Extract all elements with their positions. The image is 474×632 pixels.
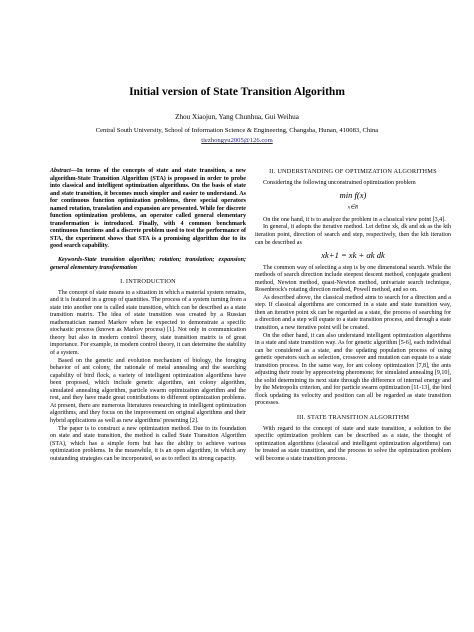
- paper-email: [0, 137, 474, 144]
- equation-min-sub: x∈R: [347, 204, 359, 211]
- section2-paragraph-5: As described above, the classical method aims to search for a direction and a step. If classical algorithms are concerned in a state and state transition way, then an iterative point xk can be regarded as a state, the process of searching for a direction and a step will equate to a state transition process, and through a state transition, a new iterative point will be created.: [255, 294, 451, 331]
- section2-paragraph-6: On the other hand, it can also understand intelligent optimization algorithms in a state and state transition way. As for genetic algorithm [5-6], each individual can be considered as a state, and the updating population process of using genetic operators such as selection, crossover and mutation can equate to a state transition process. In the same way, for ant colony optimization [7,8], the ants adjusting their route by appreceiving pheromone; for simulated annealing [9,10], the solid determining its next state through the difference of internal energy and by the Metropolis criterion, and for particle swarm optimization [11-13], the bird flock updating its velocity and position can all be regarded as state transition processes.: [255, 332, 451, 407]
- section3-paragraph-1: With regard to the concept of state and state transition, a solution to the specific optimization problem can be described as a state, the thought of optimization algorithms (classical and intelligent optimization algorithms) can be treated as state transition, and the process to solve the optimization problem will become a state transition process.: [255, 425, 451, 462]
- keywords-label: Keywords-: [58, 257, 85, 264]
- abstract-label: Abstract—: [50, 168, 77, 174]
- abstract: [50, 168, 246, 251]
- right-column: [255, 168, 451, 463]
- equation-min: [255, 192, 451, 212]
- paper-affiliation: Central South University, School of Information Science & Engineering, Changsha, Hunan, 410083, China: [95, 127, 379, 134]
- left-column: [50, 168, 246, 463]
- keywords: [50, 257, 246, 272]
- abstract-text: In terms of the concepts of state and state transition, a new algorithm-State Transition Algorithm (STA) is proposed in order to probe into classical and intelligent optimization algorithms. On the basis of state and state transition, it becomes much simpler and easier to understand. As for continuous function optimization problems, three special operators named rotation, translation and expansion are presented. While for discrete function optimization problems, an operator called general elementary transformation is introduced. Finally, with 4 common benchmark continuous functions and a discrete problem used to test the performance of STA, the experiment shows that STA is a promising algorithm due to its good search capability.: [50, 168, 246, 250]
- section-heading-sta: III. STATE TRANSITION ALGORITHM: [296, 414, 410, 421]
- intro-paragraph-2: Based on the genetic and evolution mechanism of biology, the foraging behavior of ant colony, the rationale of metal annealing and the searching capability of bird flock, a variety of intelligent optimization algorithms have been proposed, which include genetic algorithm, ant colony algorithm, simulated annealing algorithm, particle swarm optimization algorithm and the rest, and they have made great contributions to different optimization problems. At present, there are numerous literatures researching in intelligent optimization algorithms, and they focus on the improvement on original algorithms and their hybrid applications as well as new algorithms' presenting [2].: [50, 357, 246, 424]
- section2-paragraph-1: Considering the following unconstrained optimization problem: [263, 179, 416, 186]
- paper-authors: Zhou Xiaojun, Yang Chunhua, Gui Weihua: [175, 113, 299, 121]
- section2-paragraph-3: In general, it adopts the iterative method. Let define xk, dk and αk as the kth iteration point, direction of search and step, respectively, then the kth iteration can be described as: [255, 224, 451, 246]
- intro-paragraph-3: The paper is to construct a new optimization method. Due to its foundation on state and state transition, the method is called State Transition Algorithm (STA), which has a simple form but has the ability to achieve various optimization problems. In the meanwhile, it is an open algorithm, in which any outstanding strategies can be incorporated, so as to reflect its strong capacity.: [50, 425, 246, 462]
- section2-paragraph-2: On the one hand, it is to analyze the problem in a classical view point [3,4].: [263, 216, 446, 223]
- section2-paragraph-4: The common way of selecting a step is by one dimensional search. While the methods of search direction include steepest descent method, conjugate gradient method, Newton method, quasi-Newton method, univariate search technique, Rosenbrock's rotating direction method, Powell method, and so on.: [255, 264, 451, 294]
- equation-min-text: min f(x): [339, 190, 367, 201]
- paper-title: Initial version of State Transition Algorithm: [129, 86, 345, 98]
- section-heading-introduction: I. INTRODUCTION: [120, 278, 176, 286]
- equation-iteration: xk+1 = xk + αk dk: [321, 250, 385, 261]
- section-heading-understanding: II. UNDERSTANDING OF OPTIMIZATION ALGORITHMS: [269, 168, 437, 175]
- email-link[interactable]: tiezhongyu2005@126.com: [201, 137, 273, 144]
- intro-paragraph-1: The concept of state means to a situation in which a material system remains, and it is featured in a group of quantities. The process of a system turning from a state into another one is called state transition, which can be described as a state transition matrix. The idea of state transition was created by a Russian mathematician named Markov when he expected to demonstrate a specific stochastic process (known as Markov process) [1]. Not only in communication theory but also in modern control theory, state transition matrix is of great importance. For example, in modern control theory, it can determine the stability of a system.: [50, 289, 246, 357]
- keywords-text: State transition algorithm; rotation; translation; expansion; general elementary transformation: [50, 257, 246, 271]
